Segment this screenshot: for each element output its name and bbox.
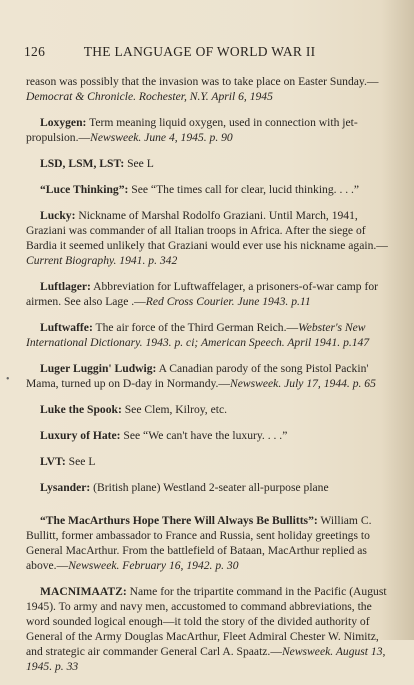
running-title: THE LANGUAGE OF WORLD WAR II	[83, 44, 316, 59]
entry-term: “Luce Thinking”:	[40, 183, 129, 196]
entry-term: “The MacArthurs Hope There Will Always Be Bullitts”:	[40, 514, 318, 527]
entry-citation: Newsweek. June 4, 1945. p. 90	[90, 131, 233, 144]
entry-text: See Clem, Kilroy, etc.	[121, 403, 228, 416]
glossary-entry	[26, 454, 394, 469]
glossary-entry	[26, 182, 394, 197]
entry-term: Loxygen:	[40, 116, 87, 129]
entry-term: MACNIMAATZ:	[40, 585, 127, 598]
entry-term: Luxury of Hate:	[40, 429, 121, 442]
glossary-entry	[26, 361, 394, 391]
glossary-entry	[26, 208, 394, 268]
entry-citation: Democrat & Chronicle. Rochester, N.Y. April 6, 1945	[26, 90, 273, 103]
page-number: 126	[24, 44, 46, 59]
entry-text: See “We can't have the luxury. . . .”	[120, 429, 288, 442]
glossary-entry	[26, 115, 394, 145]
glossary-entry	[26, 402, 394, 417]
entry-citation: Webster's New International Dictionary. 1943. p. ci; American Speech. April 1941. p.147	[26, 321, 370, 349]
page-header	[24, 44, 390, 60]
entry-term: Luke the Spook:	[40, 403, 122, 416]
entry-citation: Current Biography. 1941. p. 342	[26, 254, 178, 267]
entry-term: LSD, LSM, LST:	[40, 157, 125, 170]
glossary-entry	[26, 156, 394, 171]
entry-citation: Red Cross Courier. June 1943. p.11	[145, 295, 311, 308]
glossary-entry	[26, 279, 394, 309]
entry-term: Luftwaffe:	[40, 321, 93, 334]
entry-text: See L	[65, 455, 96, 468]
entry-term: Luftlager:	[40, 280, 91, 293]
glossary-entry	[26, 74, 394, 104]
entry-citation: Newsweek. February 16, 1942. p. 30	[68, 559, 239, 572]
glossary-entry	[26, 584, 394, 674]
entry-term: Luger Luggin' Ludwig:	[40, 362, 157, 375]
glossary-entry	[26, 320, 394, 350]
entry-text: reason was possibly that the invasion was to take place on Easter Sunday.—	[26, 75, 379, 88]
entry-text: A Canadian parody of the song Pistol Packin' Mama, turned up on D-day in Normandy.—	[26, 362, 369, 390]
entry-text: Name for the tripartite command in the Pacific (August 1945). To army and navy men, accustomed to command abbreviations, the word sounded logical enough—it told the story of the divided authority of General of the Army Douglas MacArthur, Fleet Admiral Chester W. Nimitz, and strategic air commander General Carl A. Spaatz.—	[26, 585, 387, 658]
glossary-entries	[26, 74, 394, 685]
entry-citation: Newsweek. July 17, 1944. p. 65	[230, 377, 376, 390]
glossary-entry	[26, 513, 394, 573]
entry-text: See “The times call for clear, lucid thinking. . . .”	[128, 183, 360, 196]
glossary-entry	[26, 428, 394, 443]
entry-text: Nickname of Marshal Rodolfo Graziani. Until March, 1941, Graziani was commander of all Italian troops in Africa. After the siege of Bardia it seemed unlikely that Graziani would ever use his nickname again.—	[26, 209, 388, 252]
entry-term: Lysander:	[40, 481, 91, 494]
entry-text: See L	[124, 157, 154, 170]
entry-text: (British plane) Westland 2-seater all-purpose plane	[90, 481, 329, 494]
glossary-entry	[26, 480, 394, 495]
entry-text: William C. Bullitt, former ambassador to France and Russia, sent holiday greetings to General MacArthur. From the battlefield of Bataan, MacArthur replied as above.—	[26, 514, 372, 572]
entry-text: The air force of the Third German Reich.—	[92, 321, 299, 334]
margin-mark: •	[6, 374, 10, 385]
entry-term: Lucky:	[40, 209, 76, 222]
entry-text: Term meaning liquid oxygen, used in connection with jet-propulsion.—	[26, 116, 358, 144]
entry-citation: Newsweek. August 13, 1945. p. 33	[26, 645, 386, 673]
entry-term: LVT:	[40, 455, 66, 468]
entry-text: Abbreviation for Luftwaffelager, a prisoners-of-war camp for airmen. See also Lage .—	[26, 280, 378, 308]
